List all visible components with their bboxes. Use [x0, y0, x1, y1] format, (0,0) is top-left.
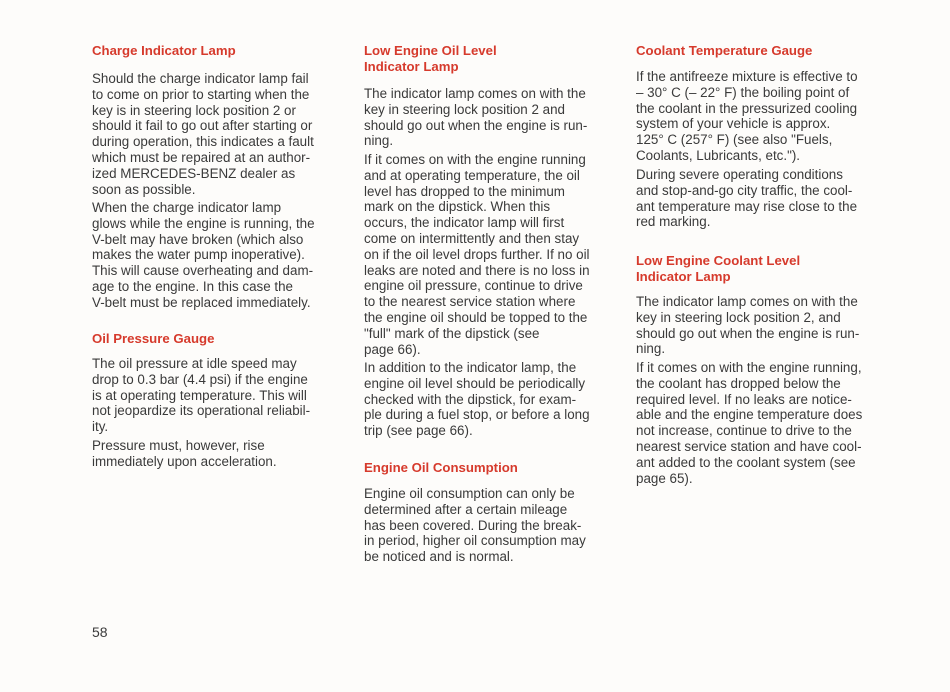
low-engine-coolant-level-heading: Low Engine Coolant Level Indicator Lamp — [636, 253, 801, 284]
engine-oil-consumption-paragraph: Engine oil consumption can only be determined after a certain mileage has been covered. During the break- in period, higher oil consumption may be noticed and is normal. — [364, 486, 586, 565]
low-engine-oil-level-paragraph-3: In addition to the indicator lamp, the engine oil level should be periodically checked with the dipstick, for exam- ple during a fuel stop, or before a long trip (see page 66). — [364, 360, 590, 439]
charge-indicator-lamp-heading: Charge Indicator Lamp — [92, 43, 236, 58]
coolant-temperature-gauge-heading: Coolant Temperature Gauge — [636, 43, 813, 58]
oil-pressure-gauge-heading: Oil Pressure Gauge — [92, 331, 215, 346]
coolant-temperature-gauge-paragraph-1: If the antifreeze mixture is effective to – 30° C (– 22° F) the boiling point of the coolant in the pressurized cooling system of your vehicle is approx. 125° C (257° F) (see also "Fuels, Coolants, Lubricants, etc."). — [636, 69, 858, 163]
low-engine-coolant-level-paragraph-1: The indicator lamp comes on with the key in steering lock position 2, and should go out when the engine is run- ning. — [636, 294, 860, 357]
charge-indicator-lamp-paragraph-1: Should the charge indicator lamp fail to come on prior to starting when the key is in steering lock position 2 or should it fail to go out after starting or during operation, this indicates a fault which must be repaired at an author- ized MERCEDES-BENZ dealer as soon as possible. — [92, 71, 314, 197]
oil-pressure-gauge-paragraph-2: Pressure must, however, rise immediately upon acceleration. — [92, 438, 277, 469]
charge-indicator-lamp-paragraph-2: When the charge indicator lamp glows while the engine is running, the V-belt may have broken (which also makes the water pump inoperative). This will cause overheating and dam- age to the engine. In this case the V-belt must be replaced immediately. — [92, 200, 315, 310]
low-engine-coolant-level-paragraph-2: If it comes on with the engine running, the coolant has dropped below the required level. If no leaks are notice- able and the engine temperature does not increase, continue to drive to the nearest service station and have cool- ant added to the coolant system (see page 65). — [636, 360, 863, 486]
low-engine-oil-level-heading: Low Engine Oil Level Indicator Lamp — [364, 43, 497, 74]
oil-pressure-gauge-paragraph-1: The oil pressure at idle speed may drop to 0.3 bar (4.4 psi) if the engine is at operating temperature. This will not jeopardize its operational reliabil- ity. — [92, 356, 311, 435]
page-number: 58 — [92, 624, 108, 640]
engine-oil-consumption-heading: Engine Oil Consumption — [364, 460, 518, 475]
coolant-temperature-gauge-paragraph-2: During severe operating conditions and stop-and-go city traffic, the cool- ant temperature may rise close to the red marking. — [636, 167, 858, 230]
low-engine-oil-level-paragraph-1: The indicator lamp comes on with the key in steering lock position 2 and should go out when the engine is run- ning. — [364, 86, 588, 149]
low-engine-oil-level-paragraph-2: If it comes on with the engine running and at operating temperature, the oil level has dropped to the minimum mark on the dipstick. When this occurs, the indicator lamp will first come on intermittently and then stay on if the oil level drops further. If no oil leaks are noted and there is no loss in engine oil pressure, continue to drive to the nearest service station where the engine oil should be topped to the "full" mark of the dipstick (see page 66). — [364, 152, 590, 357]
